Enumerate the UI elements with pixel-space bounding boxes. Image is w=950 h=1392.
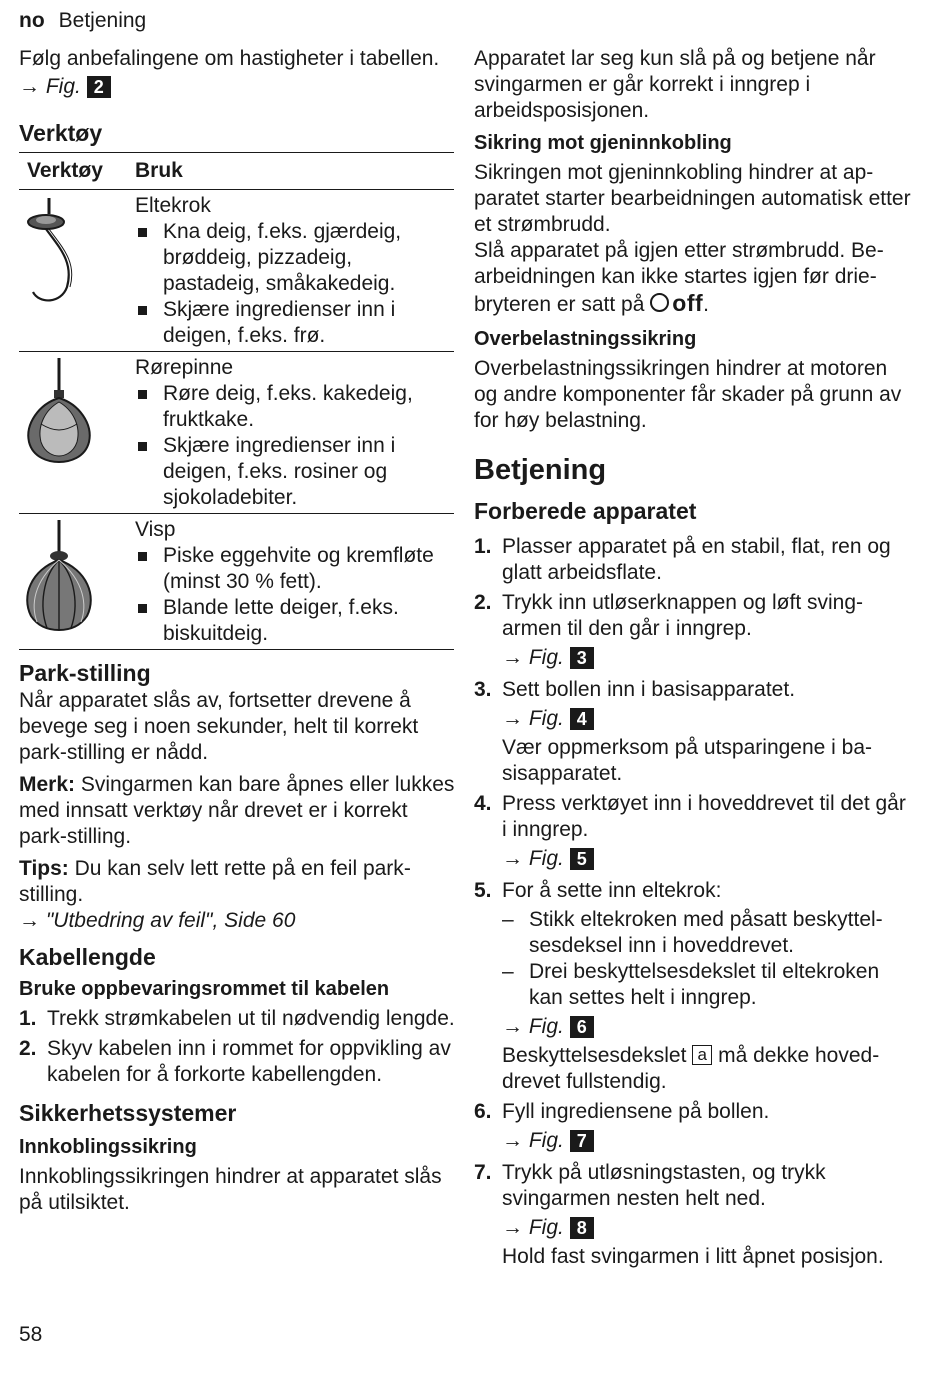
list-item: Skjære ingredienser inn i deigen, f.eks. frø. xyxy=(135,297,454,349)
fig-ref: → Fig. 8 xyxy=(502,1215,914,1241)
figure-number: 4 xyxy=(570,708,594,730)
dough-hook-icon xyxy=(19,192,89,312)
note-paragraph: Merk: Svingarmen kan bare åpnes eller lukkes med innsatt verktøy når drevet er i korrekt park-stilling. xyxy=(19,773,455,848)
callout-letter: a xyxy=(692,1045,712,1065)
figure-number: 2 xyxy=(87,76,111,98)
fig-ref: → Fig. 5 xyxy=(502,846,914,872)
header-section: Betjening xyxy=(58,9,147,32)
switch-text: Innkoblingssikringen hindrer at apparatet slås på utilsiktet. xyxy=(19,1165,442,1214)
beater-icon xyxy=(19,354,99,474)
figure-number: 7 xyxy=(570,1130,594,1152)
switch-text-continued: Apparatet lar seg kun slå på og betjene når svingarmen er går korrekt i inngrep i arbeidsposisjonen. xyxy=(474,47,876,122)
fig-ref: → Fig. 7 xyxy=(502,1128,914,1154)
switch-subheading: Innkoblingssikring xyxy=(19,1136,197,1158)
safety-heading: Sikkerhetssystemer xyxy=(19,1100,237,1126)
figure-number: 6 xyxy=(570,1016,594,1038)
figure-number: 5 xyxy=(570,848,594,870)
language-code: no xyxy=(19,9,45,32)
list-item: Kna deig, f.eks. gjærdeig, brøddeig, pizzadeig, pastadeig, småkakedeig. xyxy=(135,219,454,297)
right-column xyxy=(474,46,914,1270)
off-circle-icon xyxy=(650,293,669,312)
overload-text: Overbelastningssikringen hindrer at motoren og andre komponenter får skader på grunn av for høy belastning. xyxy=(474,357,902,432)
restart-text-2: Slå apparatet på igjen etter strømbrudd. Bearbeidningen kan ikke startes igjen før driebryteren er satt på off. xyxy=(474,239,884,316)
step-note: Beskyttelsesdekslet a må dekke hoveddrevet fullstendig. xyxy=(502,1044,880,1093)
left-column xyxy=(19,46,455,1216)
tools-heading: Verktøy xyxy=(19,120,103,146)
list-item: Blande lette deiger, f.eks. biskuitdeig. xyxy=(135,595,454,647)
fig-ref: → Fig. 4 xyxy=(502,706,914,732)
list-item: 1. Plasser apparatet på en stabil, flat, ren og glatt arbeidsflate. xyxy=(474,535,891,584)
list-item: 2. Skyv kabelen inn i rommet for oppvikling av kabelen for å forkorte kabellengden. xyxy=(19,1037,451,1086)
sub-steps xyxy=(502,907,914,1011)
list-item: 5. For å sette inn eltekrok: – Stikk eltekroken med påsatt beskyttelsesdeksel inn i hoveddrevet. – Drei beskyttelsesdekslet til eltekroken kan settes helt i inngrep. → Fig. 6 Beskyttelsesdekslet a må dekke hoveddrevet fullstendig. xyxy=(474,878,914,1095)
restart-text: Sikringen mot gjeninnkobling hindrer at apparatet starter bearbeidningen automatisk etter et strømbrudd. xyxy=(474,161,911,236)
cable-steps xyxy=(19,1006,455,1088)
tips-reference-link[interactable]: → "Utbedring av feil", Side 60 xyxy=(19,909,296,932)
list-item: 4. Press verktøyet inn i hoveddrevet til det går i inngrep. → Fig. 5 xyxy=(474,791,914,872)
figure-number: 3 xyxy=(570,647,594,669)
list-item: 3. Sett bollen inn i basisapparatet. → Fig. 4 Vær oppmerksom på utsparingene i basisapparatet. xyxy=(474,677,914,787)
figure-number: 8 xyxy=(570,1217,594,1239)
overload-subheading: Overbelastningssikring xyxy=(474,328,697,350)
cable-heading: Kabellengde xyxy=(19,944,156,970)
table-row xyxy=(19,352,454,514)
list-item: Røre deig, f.eks. kakedeig, fruktkake. xyxy=(135,381,454,433)
park-text: Når apparatet slås av, fortsetter drevene å bevege seg i noen sekunder, helt til korrekt park-stilling er nådd. xyxy=(19,689,419,764)
tool-name: Visp xyxy=(135,518,176,541)
intro-text: Følg anbefalingene om hastigheter i tabellen. xyxy=(19,47,440,70)
column-header-tool: Verktøy xyxy=(19,153,135,190)
tools-table xyxy=(19,152,454,650)
step-note: Hold fast svingarmen i litt åpnet posisjon. xyxy=(502,1245,884,1268)
column-header-use: Bruk xyxy=(135,153,454,190)
tool-name: Eltekrok xyxy=(135,194,211,217)
page-number: 58 xyxy=(19,1323,43,1346)
list-item: – Drei beskyttelsesdekslet til eltekroken kan settes helt i inngrep. xyxy=(502,959,914,1011)
park-heading: Park-stilling xyxy=(19,660,151,686)
list-item: 7. Trykk på utløsningstasten, og trykk svingarmen nesten helt ned. → Fig. 8 Hold fast svingarmen i litt åpnet posisjon. xyxy=(474,1160,914,1270)
list-item: – Stikk eltekroken med påsatt beskyttelsesdeksel inn i hoveddrevet. xyxy=(502,907,914,959)
tool-name: Rørepinne xyxy=(135,356,234,379)
list-item: 1. Trekk strømkabelen ut til nødvendig lengde. xyxy=(19,1007,455,1030)
intro-fig-ref: → Fig. 2 xyxy=(19,74,455,100)
cable-subheading: Bruke oppbevaringsrommet til kabelen xyxy=(19,978,390,1000)
table-row xyxy=(19,514,454,650)
off-label: off xyxy=(672,290,704,316)
fig-ref: → Fig. 6 xyxy=(502,1014,914,1040)
prepare-heading: Forberede apparatet xyxy=(474,498,697,524)
operation-steps xyxy=(474,534,914,1270)
table-row xyxy=(19,190,454,352)
whisk-icon xyxy=(19,516,99,634)
list-item: Piske eggehvite og kremfløte (minst 30 % fett). xyxy=(135,543,454,595)
fig-ref: → Fig. 3 xyxy=(502,645,914,671)
list-item: 6. Fyll ingrediensene på bollen. → Fig. 7 xyxy=(474,1099,914,1154)
tips-paragraph: Tips: Du kan selv lett rette på en feil parkstilling. xyxy=(19,857,411,906)
list-item: 2. Trykk inn utløserknappen og løft svingarmen til den går i inngrep. → Fig. 3 xyxy=(474,590,914,671)
running-header xyxy=(19,8,146,34)
list-item: Skjære ingredienser inn i deigen, f.eks. rosiner og sjokoladebiter. xyxy=(135,433,454,511)
step-note: Vær oppmerksom på utsparingene i basisapparatet. xyxy=(502,736,873,785)
restart-subheading: Sikring mot gjeninnkobling xyxy=(474,132,732,154)
operation-heading: Betjening xyxy=(474,454,607,486)
